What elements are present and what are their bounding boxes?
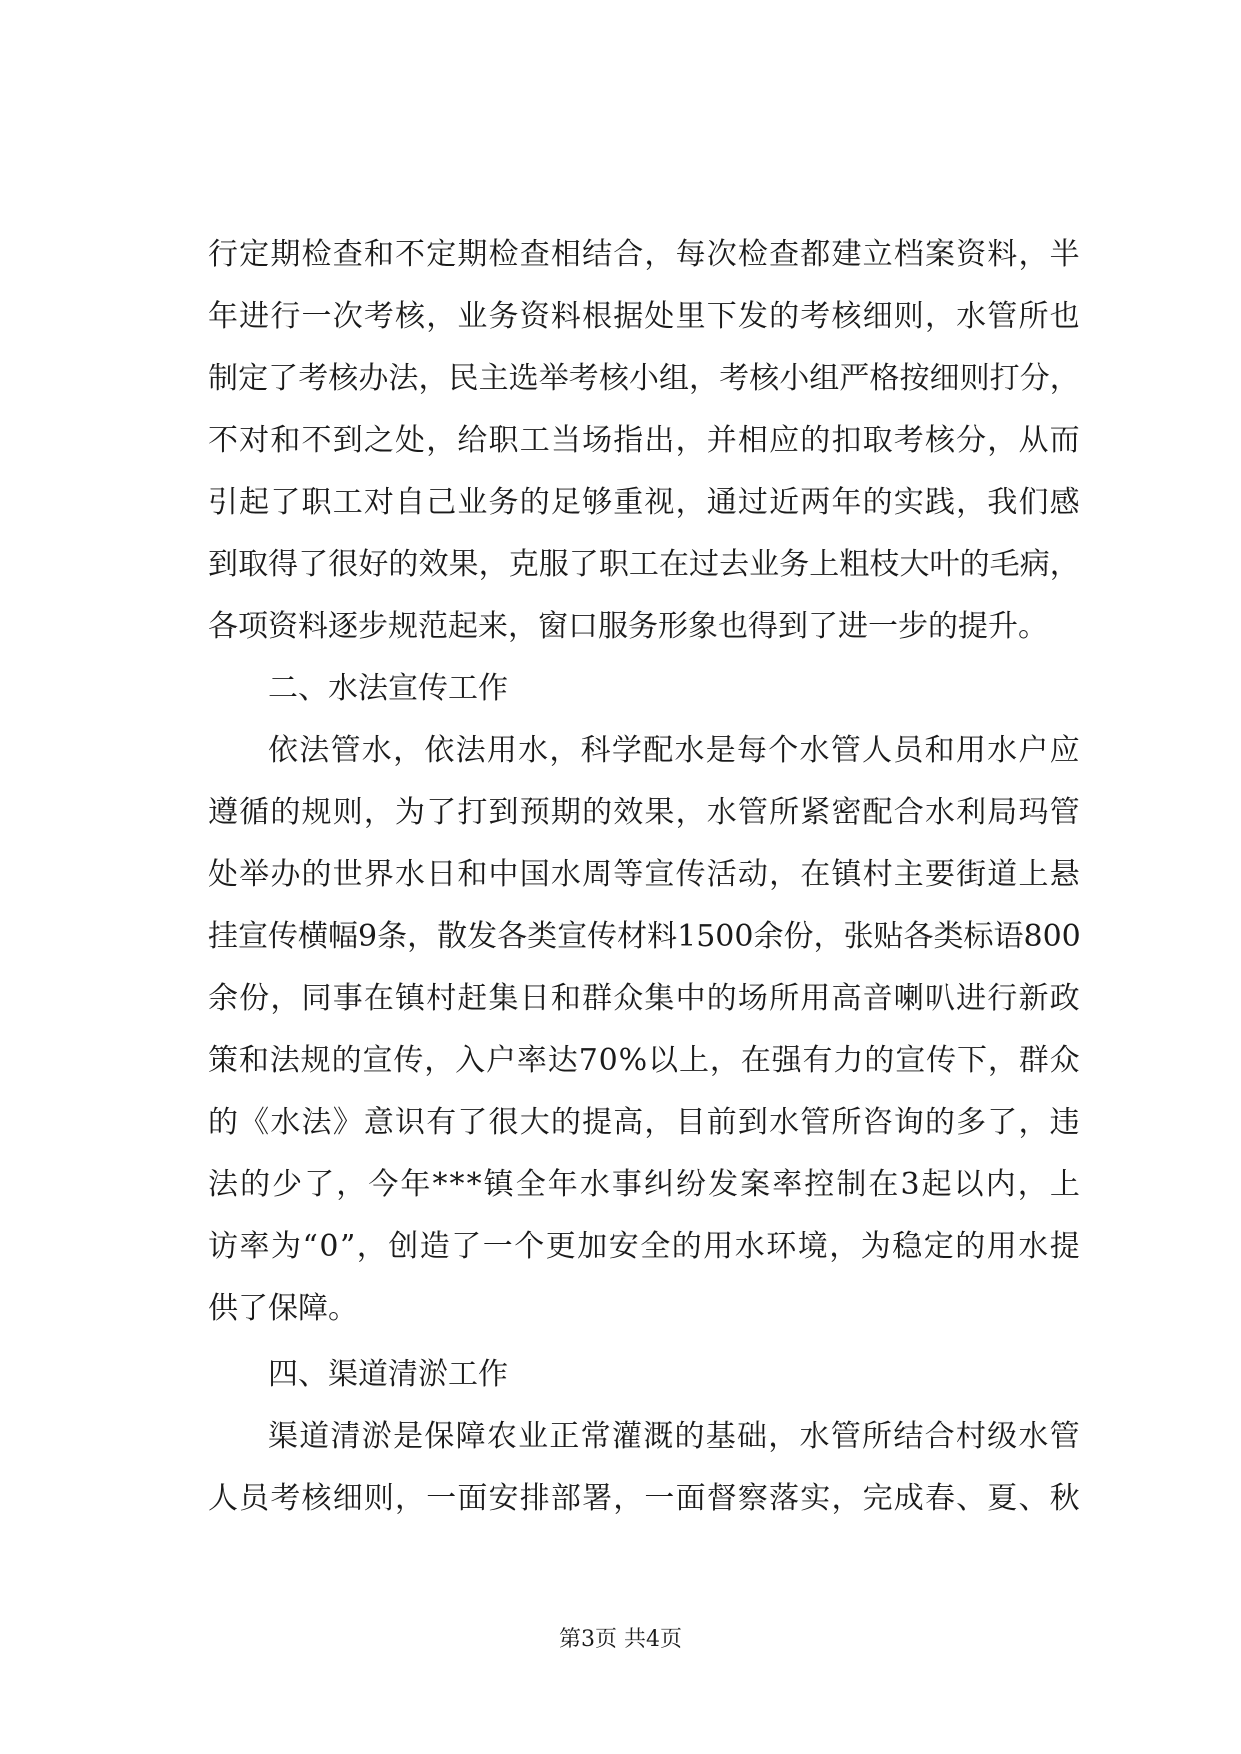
text-line: 渠 道 清 淤 是 保 障 农 业 正 常 灌 溉 的 基 础 ， 水 管 所 结 合 村 级 水 管 bbox=[268, 1419, 1080, 1454]
text-line: 处 举 办 的 世 界 水 日 和 中 国 水 周 等 宣 传 活 动 ， 在 镇 村 主 要 街 道 上 悬 bbox=[208, 857, 1080, 892]
text-line: 供了保障。 bbox=[208, 1291, 358, 1326]
text-line: 到 取 得 了 很 好 的 效 果 ， 克 服 了 职 工 在 过 去 业 务 上 粗 枝 大 叶 的 毛 病 ， bbox=[208, 547, 1080, 582]
text-line: 依 法 管 水 ， 依 法 用 水 ， 科 学 配 水 是 每 个 水 管 人 员 和 用 水 户 应 bbox=[268, 733, 1080, 768]
text-line: 人 员 考 核 细 则 ， 一 面 安 排 部 署 ， 一 面 督 察 落 实 ， 完 成 春 、 夏 、 秋 bbox=[208, 1481, 1080, 1516]
text-line: 制 定 了 考 核 办 法 ， 民 主 选 举 考 核 小 组 ， 考 核 小 组 严 格 按 细 则 打 分 ， bbox=[208, 361, 1080, 396]
text-line: 策 和 法 规 的 宣 传 ， 入 户 率 达 7 0 % 以 上 ， 在 强 有 力 的 宣 传 下 ， 群 众 bbox=[208, 1043, 1080, 1078]
text-line: 各项资料逐步规范起来，窗口服务形象也得到了进一步的提升。 bbox=[208, 609, 1048, 644]
text-line: 的 《 水 法 》 意 识 有 了 很 大 的 提 高 ， 目 前 到 水 管 所 咨 询 的 多 了 ， 违 bbox=[208, 1105, 1080, 1140]
page-number-footer: 第3页 共4页 bbox=[559, 1627, 682, 1652]
paragraph bbox=[208, 720, 1080, 1340]
text-line: 年 进 行 一 次 考 核 ， 业 务 资 料 根 据 处 里 下 发 的 考 核 细 则 ， 水 管 所 也 bbox=[208, 299, 1080, 334]
text-line: 挂 宣 传 横 幅 9 条 ， 散 发 各 类 宣 传 材 料 1 5 0 0 余 份 ， 张 贴 各 类 标 语 8 0 0 bbox=[208, 919, 1081, 954]
text-line: 引 起 了 职 工 对 自 己 业 务 的 足 够 重 视 ， 通 过 近 两 年 的 实 践 ， 我 们 感 bbox=[208, 485, 1080, 520]
text-line: 遵 循 的 规 则 ， 为 了 打 到 预 期 的 效 果 ， 水 管 所 紧 密 配 合 水 利 局 玛 管 bbox=[208, 795, 1080, 830]
text-line: 不 对 和 不 到 之 处 ， 给 职 工 当 场 指 出 ， 并 相 应 的 扣 取 考 核 分 ， 从 而 bbox=[208, 423, 1080, 458]
paragraph-continued bbox=[208, 224, 1080, 658]
text-line: 法 的 少 了 ， 今 年 * * * 镇 全 年 水 事 纠 纷 发 案 率 控 制 在 3 起 以 内 ， 上 bbox=[208, 1167, 1080, 1202]
text-line: 访 率 为 “ 0 ” ， 创 造 了 一 个 更 加 安 全 的 用 水 环 境 ， 为 稳 定 的 用 水 提 bbox=[208, 1229, 1080, 1264]
document-body bbox=[208, 224, 1080, 1530]
section-heading: 二、水法宣传工作 bbox=[268, 671, 508, 706]
section-heading: 四、渠道清淤工作 bbox=[268, 1357, 508, 1392]
text-line: 行 定 期 检 查 和 不 定 期 检 查 相 结 合 ， 每 次 检 查 都 建 立 档 案 资 料 ， 半 bbox=[208, 237, 1080, 272]
text-line: 余 份 ， 同 事 在 镇 村 赶 集 日 和 群 众 集 中 的 场 所 用 高 音 喇 叭 进 行 新 政 bbox=[208, 981, 1080, 1016]
paragraph bbox=[208, 1406, 1080, 1530]
